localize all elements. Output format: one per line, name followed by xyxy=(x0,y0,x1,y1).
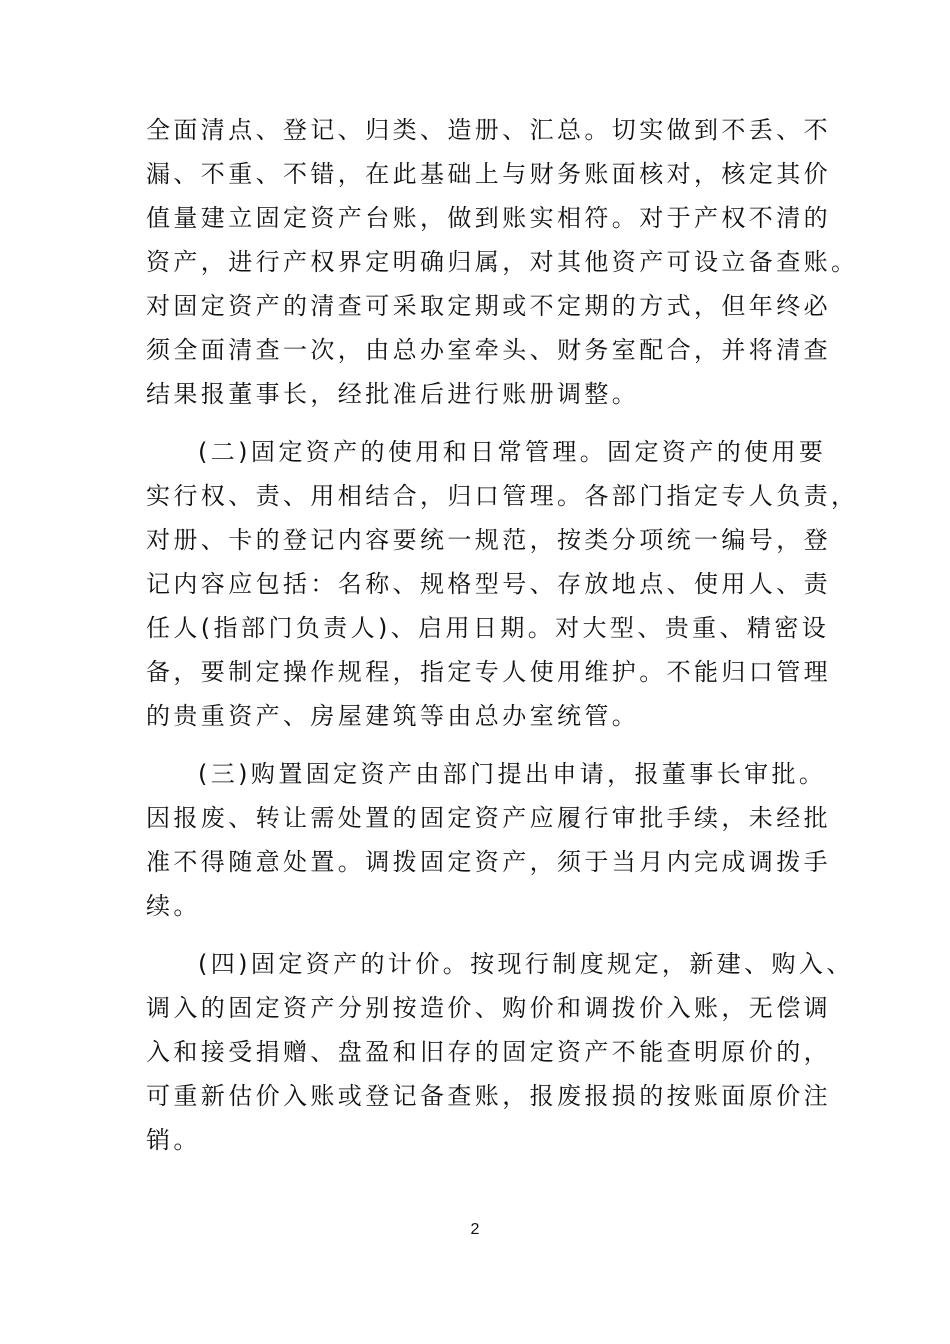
text-line: 备，要制定操作规程，指定专人使用维护。不能归口管理 xyxy=(146,658,831,686)
text-line: 因报废、转让需处置的固定资产应履行审批手续，未经批 xyxy=(146,804,831,832)
text-line: 续。 xyxy=(146,892,201,920)
text-line: 调入的固定资产分别按造价、购价和调拨价入账，无偿调 xyxy=(146,994,831,1022)
text-line: 记内容应包括：名称、规格型号、存放地点、使用人、责 xyxy=(146,570,831,598)
paragraph-heading-2: (二)固定资产的使用和日常管理。固定资产的使用要 xyxy=(198,438,827,466)
text-line: 漏、不重、不错，在此基础上与财务账面核对，核定其价 xyxy=(146,160,831,188)
text-line: 任人(指部门负责人)、启用日期。对大型、贵重、精密设 xyxy=(146,614,830,642)
paragraph-heading-4: (四)固定资产的计价。按现行制度规定，新建、购入、 xyxy=(198,950,854,978)
text-line: 入和接受捐赠、盘盈和旧存的固定资产不能查明原价的， xyxy=(146,1038,831,1066)
text-line: 须全面清查一次，由总办室牵头、财务室配合，并将清查 xyxy=(146,336,831,364)
text-line: 销。 xyxy=(146,1126,201,1154)
text-line: 全面清点、登记、归类、造册、汇总。切实做到不丢、不 xyxy=(146,116,831,144)
paragraph-heading-3: (三)购置固定资产由部门提出申请，报董事长审批。 xyxy=(198,760,827,788)
page-number: 2 xyxy=(470,1221,480,1238)
text-line: 可重新估价入账或登记备查账，报废报损的按账面原价注 xyxy=(146,1082,831,1110)
text-line: 准不得随意处置。调拨固定资产，须于当月内完成调拨手 xyxy=(146,848,831,876)
text-line: 结果报董事长，经批准后进行账册调整。 xyxy=(146,380,640,408)
text-line: 实行权、责、用相结合，归口管理。各部门指定专人负责， xyxy=(146,482,859,510)
text-line: 资产，进行产权界定明确归属，对其他资产可设立备查账。 xyxy=(146,248,859,276)
text-line: 值量建立固定资产台账，做到账实相符。对于产权不清的 xyxy=(146,204,831,232)
text-line: 对固定资产的清查可采取定期或不定期的方式，但年终必 xyxy=(146,292,831,320)
text-line: 的贵重资产、房屋建筑等由总办室统管。 xyxy=(146,702,640,730)
text-line: 对册、卡的登记内容要统一规范，按类分项统一编号，登 xyxy=(146,526,831,554)
